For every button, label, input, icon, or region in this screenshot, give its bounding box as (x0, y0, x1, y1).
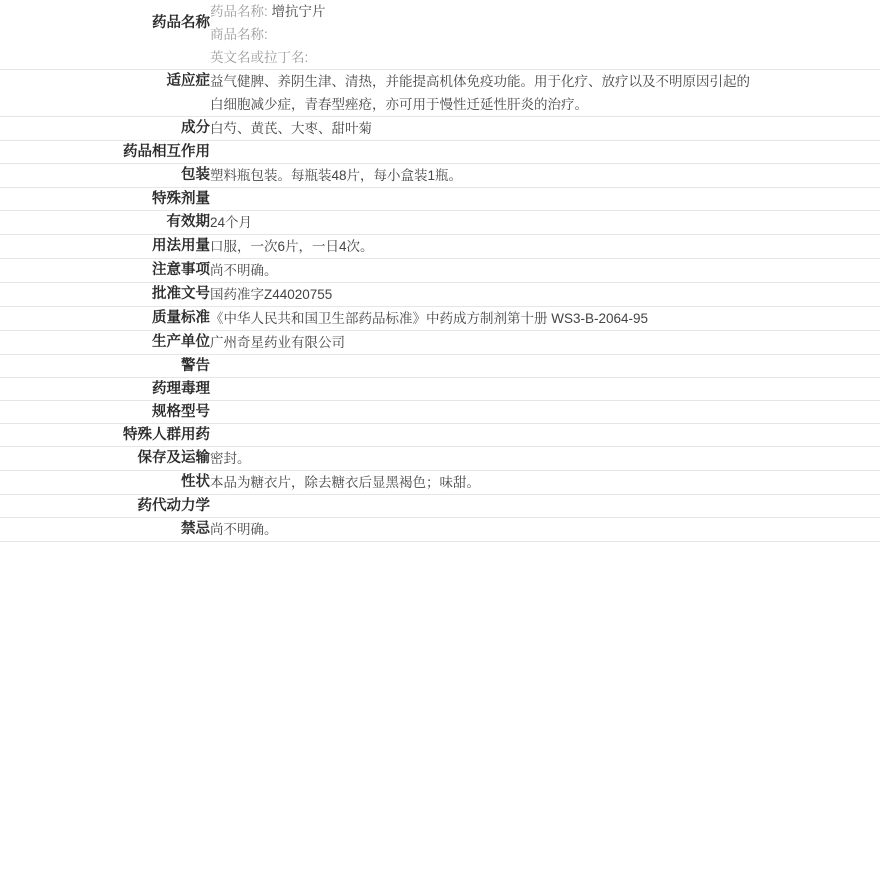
table-row (0, 117, 880, 141)
row-label: 成分 (0, 117, 210, 141)
row-value (210, 70, 880, 117)
drug-name-value: 增抗宁片 (271, 4, 326, 19)
row-value: 广州奇星药业有限公司 (210, 331, 880, 355)
row-label: 警告 (0, 355, 210, 378)
row-value (210, 495, 880, 518)
row-label: 特殊剂量 (0, 188, 210, 211)
latin-name-line (210, 46, 880, 69)
row-value (210, 401, 880, 424)
row-value: 尚不明确。 (210, 259, 880, 283)
row-label: 注意事项 (0, 259, 210, 283)
row-label: 性状 (0, 471, 210, 495)
table-row (0, 401, 880, 424)
row-label: 包装 (0, 164, 210, 188)
row-label: 批准文号 (0, 283, 210, 307)
trade-name-key: 商品名称: (210, 27, 268, 42)
table-row (0, 378, 880, 401)
value-line: 白细胞减少症，青春型痤疮，亦可用于慢性迁延性肝炎的治疗。 (210, 97, 588, 112)
row-label: 药代动力学 (0, 495, 210, 518)
row-label: 规格型号 (0, 401, 210, 424)
row-label: 药品名称 (0, 0, 210, 70)
row-value: 24个月 (210, 211, 880, 235)
row-label: 用法用量 (0, 235, 210, 259)
row-label: 质量标准 (0, 307, 210, 331)
latin-name-key: 英文名或拉丁名: (210, 50, 309, 65)
table-row (0, 518, 880, 542)
row-label: 特殊人群用药 (0, 424, 210, 447)
table-row (0, 471, 880, 495)
table-row (0, 447, 880, 471)
page-bottom-spacer (0, 542, 880, 682)
table-row (0, 259, 880, 283)
table-row (0, 164, 880, 188)
row-label: 有效期 (0, 211, 210, 235)
row-value: 塑料瓶包装。每瓶装48片，每小盒装1瓶。 (210, 164, 880, 188)
table-row (0, 355, 880, 378)
row-label: 药理毒理 (0, 378, 210, 401)
row-value (210, 378, 880, 401)
row-label: 生产单位 (0, 331, 210, 355)
row-value: 口服，一次6片，一日4次。 (210, 235, 880, 259)
row-value: 白芍、黄芪、大枣、甜叶菊 (210, 117, 880, 141)
row-value (210, 424, 880, 447)
row-label: 适应症 (0, 70, 210, 117)
row-label: 保存及运输 (0, 447, 210, 471)
row-value (210, 355, 880, 378)
table-row (0, 70, 880, 117)
table-row (0, 188, 880, 211)
row-value: 尚不明确。 (210, 518, 880, 542)
table-row (0, 211, 880, 235)
row-value: 本品为糖衣片，除去糖衣后显黑褐色；味甜。 (210, 471, 880, 495)
table-row (0, 0, 880, 70)
row-value: 国药准字Z44020755 (210, 283, 880, 307)
table-row (0, 495, 880, 518)
drug-name-line (210, 0, 880, 23)
drug-name-key: 药品名称: (210, 4, 268, 19)
row-label: 药品相互作用 (0, 141, 210, 164)
table-row (0, 424, 880, 447)
value-line: 益气健脾、养阴生津、清热，并能提高机体免疫功能。用于化疗、放疗以及不明原因引起的 (210, 74, 750, 89)
table-row (0, 307, 880, 331)
row-value: 《中华人民共和国卫生部药品标准》中药成方制剂第十册 WS3-B-2064-95 (210, 307, 880, 331)
table-row (0, 141, 880, 164)
row-value (210, 0, 880, 70)
table-row (0, 283, 880, 307)
row-value: 密封。 (210, 447, 880, 471)
row-value (210, 188, 880, 211)
row-label: 禁忌 (0, 518, 210, 542)
row-value (210, 141, 880, 164)
trade-name-line (210, 23, 880, 46)
table-row (0, 235, 880, 259)
table-row (0, 331, 880, 355)
